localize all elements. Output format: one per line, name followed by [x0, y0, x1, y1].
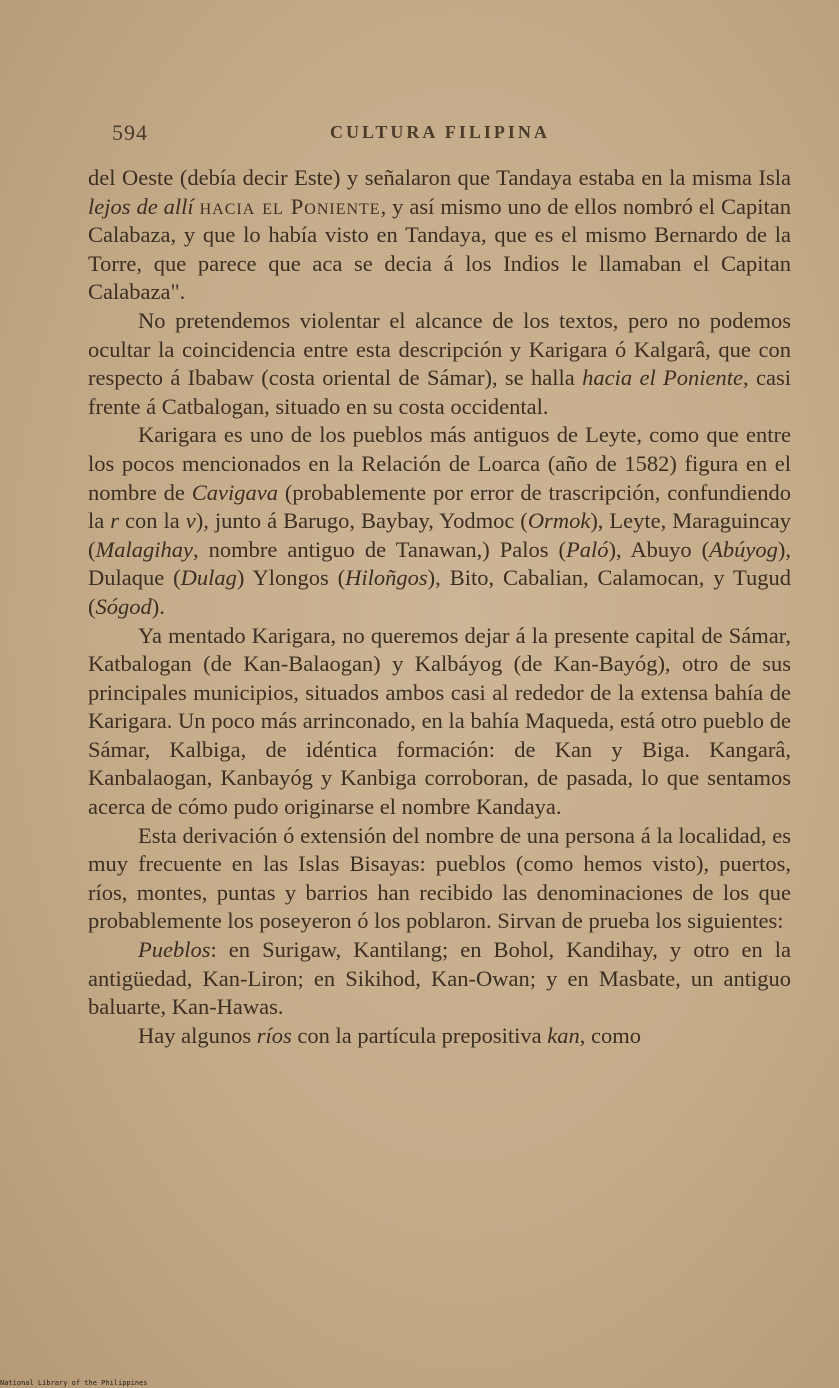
- paragraph-4: Ya mentado Karigara, no queremos dejar á la presente capital de Sámar, Katbalogan (de Kan-Balaogan) y Kalbáyog (de Kan-Bayóg), otro de sus principales municipios, situados ambos casi al rededor de la extensa bahía de Karigara. Un poco más arrinconado, en la bahía Maqueda, está otro pueblo de Sámar, Kalbiga, de idéntica formación: de Kan y Biga. Kangarâ, Kanbalaogan, Kanbayóg y Kanbiga corroboran, de pasada, lo que sentamos acerca de cómo pudo originarse el nombre Kandaya.: [88, 622, 791, 820]
- italic-phrase: hacia el Poniente: [582, 365, 744, 391]
- paragraph-5: Esta derivación ó extensión del nombre de una persona á la localidad, es muy frecuente en las Islas Bisayas: pueblos (como hemos visto), puertos, ríos, montes, puntas y barrios han recibido las denominaciones de los que probablemente los poseyeron ó los poblaron. Sirvan de prueba los siguientes:: [88, 822, 791, 934]
- paragraph-3: Karigara es uno de los pueblos más antiguos de Leyte, como que entre los pocos mencionados en la Relación de Loarca (año de 1582) figura en el nombre de Cavigava (probablemente por error de trascripción, confundiendo la r con la v), junto á Barugo, Baybay, Yodmoc (Ormok), Leyte, Maraguincay (Malagihay, nombre antiguo de Tanawan,) Palos (Paló), Abuyo (Abúyog), Dulaque (Dulag) Ylongos (Hiloñgos), Bito, Cabalian, Calamocan, y Tugud (Sógod).: [88, 422, 791, 619]
- library-credit: National Library of the Philippines: [0, 1379, 148, 1387]
- small-caps-phrase: hacia el Poniente: [199, 193, 381, 219]
- italic-phrase: lejos de allí: [88, 193, 194, 219]
- running-title: CULTURA FILIPINA: [330, 122, 550, 142]
- paragraph-7: Hay algunos ríos con la partícula prepositiva kan, como: [138, 1022, 642, 1048]
- page-number: 594: [112, 120, 148, 145]
- paragraph-1: del Oeste (debía decir Este) y señalaron que Tandaya estaba en la misma Isla lejos de allí hacia el Poniente, y así mismo uno de ellos nombró el Capitan Calabaza, y que lo había visto en Tandaya, que es el mismo Bernardo de la Torre, que parece que aca se decia á los Indios le llamaban el Capitan Calabaza".: [88, 165, 792, 305]
- paragraph-2: No pretendemos violentar el alcance de los textos, pero no podemos ocultar la coincidencia entre esta descripción y Karigara ó Kalgarâ, que con respecto á Ibabaw (costa oriental de Sámar), se halla hacia el Poniente, casi frente á Catbalogan, situado en su costa occidental.: [88, 307, 791, 419]
- running-head: [112, 120, 792, 150]
- body-text: [88, 164, 791, 1050]
- paragraph-6: Pueblos: en Surigaw, Kantilang; en Bohol, Kandihay, y otro en la antigüedad, Kan-Liron; en Sikihod, Kan-Owan; y en Masbate, un antiguo baluarte, Kan-Hawas.: [88, 937, 791, 1020]
